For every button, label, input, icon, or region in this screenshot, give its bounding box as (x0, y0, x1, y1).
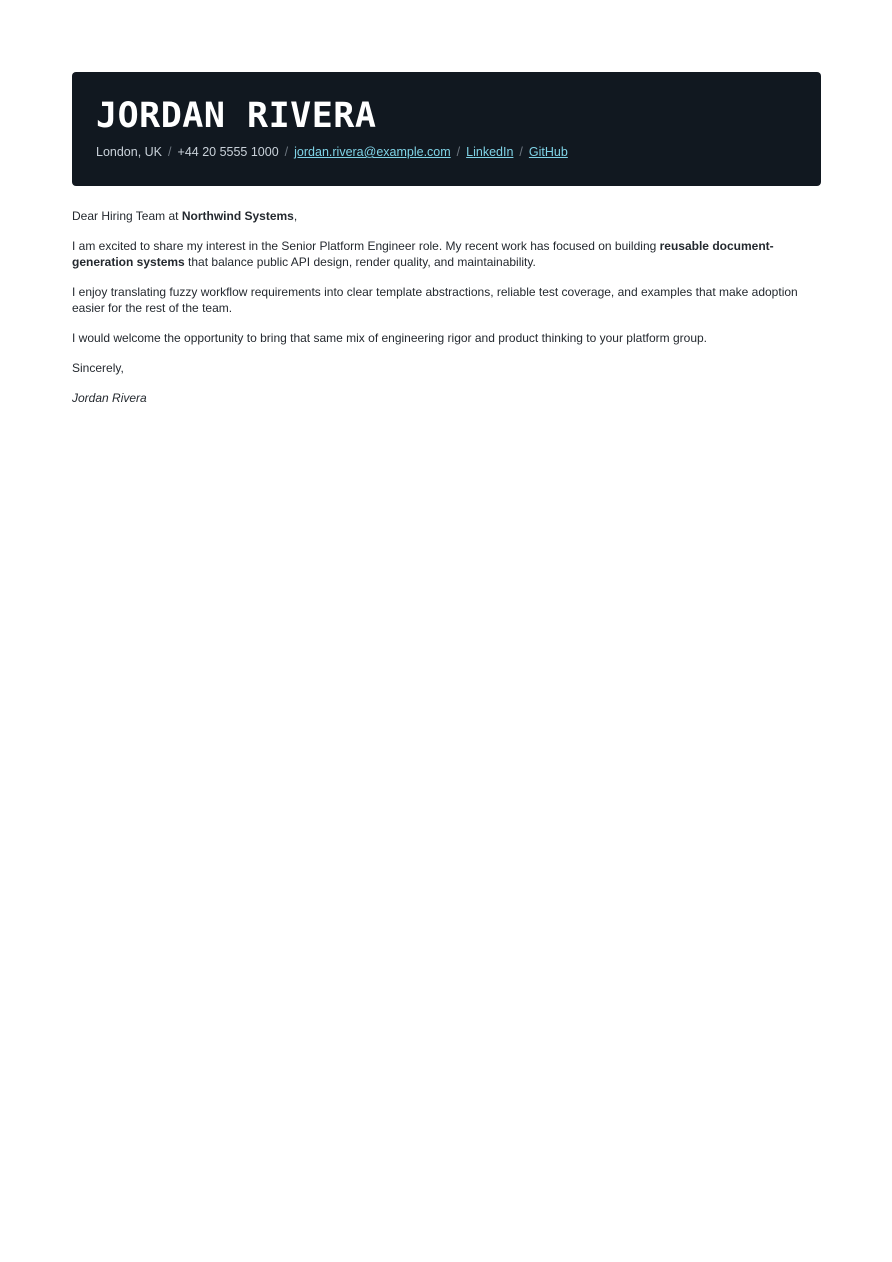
greeting-suffix: , (293, 209, 298, 223)
paragraph-1-text-b: that balance public API design, render quality, and maintainability. (184, 255, 536, 269)
company-name: Northwind Systems (181, 209, 294, 223)
location: London, UK (96, 145, 163, 159)
cover-letter-page (72, 72, 821, 406)
github-link[interactable]: GitHub (528, 145, 568, 159)
phone: +44 20 5555 1000 (177, 145, 279, 159)
separator: / (168, 145, 172, 159)
contact-line (96, 144, 797, 160)
letter-body (72, 208, 821, 406)
paragraph-1-emphasis: reusable document-generation systems (72, 239, 774, 269)
greeting-prefix: Dear Hiring Team at (72, 209, 182, 223)
candidate-name: JORDAN RIVERA (96, 96, 377, 136)
separator: / (519, 145, 523, 159)
signature: Jordan Rivera (72, 391, 147, 405)
separator: / (284, 145, 289, 159)
header-banner (72, 72, 821, 186)
greeting (72, 208, 821, 224)
separator: / (456, 145, 461, 159)
closing: Sincerely, (72, 361, 124, 375)
paragraph-3: I would welcome the opportunity to bring that same mix of engineering rigor and product thinking to your platform group. (72, 331, 708, 345)
paragraph-1-text-a: I am excited to share my interest in the Senior Platform Engineer role. My recent work has focused on building (72, 239, 660, 253)
linkedin-link[interactable]: LinkedIn (466, 145, 514, 159)
email-link[interactable]: jordan.rivera@example.com (294, 145, 451, 159)
paragraph-1 (72, 238, 821, 270)
paragraph-2: I enjoy translating fuzzy workflow requirements into clear template abstractions, reliable test coverage, and examples that make adoption easier for the rest of the team. (72, 285, 798, 315)
